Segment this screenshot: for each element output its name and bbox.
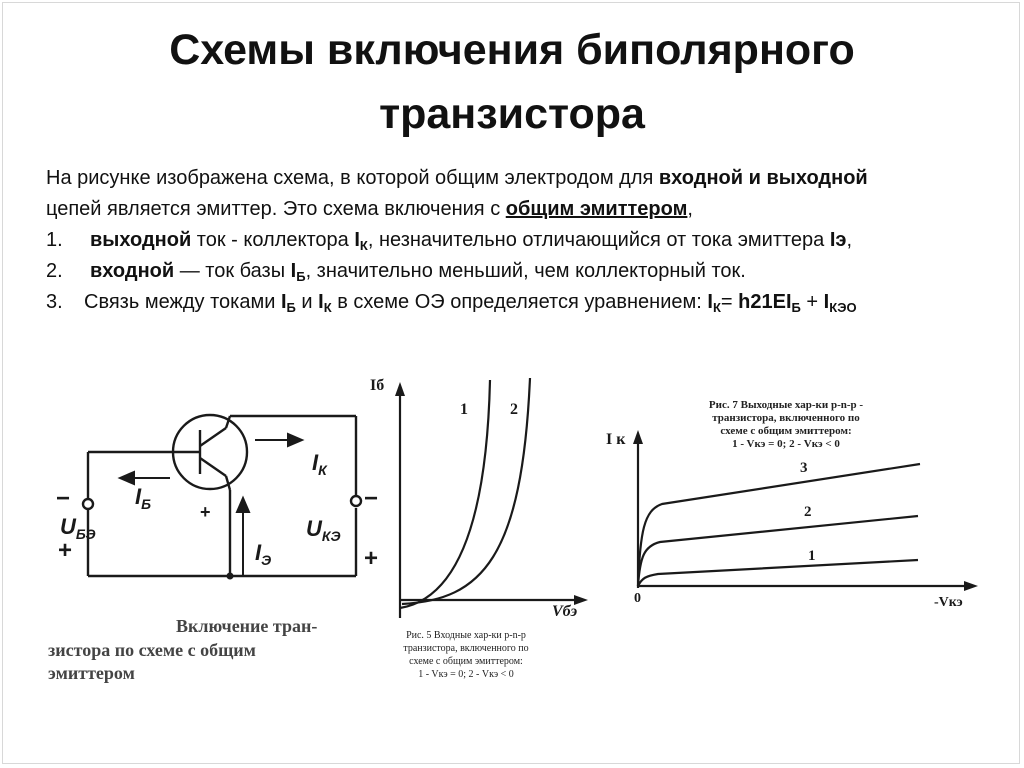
list-text: в схеме ОЭ определяется уравнением: <box>331 291 708 313</box>
input-x-label: Vбэ <box>552 603 578 620</box>
output-characteristics-chart <box>598 392 988 620</box>
output-caption-3: схеме с общим эмиттером: <box>720 425 852 437</box>
input-caption-4: 1 - Vкэ = 0; 2 - Vкэ < 0 <box>418 669 514 680</box>
list-item-3 <box>46 287 1006 318</box>
output-curve-2 <box>638 516 918 586</box>
circuit-caption-3: эмиттером <box>48 663 135 683</box>
intro-line-2 <box>46 194 1006 225</box>
list-text: , незначительно отличающийся от тока эмиттера <box>367 229 830 251</box>
list-bold: выходной <box>90 229 192 251</box>
list-text: ток - коллектора <box>191 229 355 251</box>
symbol-ib: $I_Б$ <box>280 291 296 315</box>
input-curve-1-label: 1 <box>460 401 468 418</box>
title-line-1: Схемы включения биполярного <box>169 26 855 74</box>
common-emitter-term: общим эмиттером <box>505 198 688 220</box>
list-number: 2. <box>46 260 63 282</box>
input-y-label: Iб <box>370 377 385 394</box>
input-caption-2: транзистора, включенного по <box>403 643 529 654</box>
intro-text: На рисунке изображена схема, в которой общим электродом для <box>46 167 659 189</box>
body-text <box>46 163 1006 318</box>
minus-left: − <box>56 485 71 512</box>
output-caption-1: Рис. 7 Выходные хар-ки р-n-р - <box>708 399 864 411</box>
symbol-ib: $I_Б$ <box>290 260 306 284</box>
list-text: + <box>800 291 824 313</box>
intro-bold: входной и выходной <box>658 167 868 189</box>
label-uke: $U_{КЭ}$ <box>306 516 341 544</box>
title-line-2: транзистора <box>379 90 645 138</box>
input-caption-1: Рис. 5 Входные хар-ки р-n-р <box>406 630 526 641</box>
label-ik: $I_К$ <box>312 450 327 478</box>
output-curve-3-label: 3 <box>800 460 808 476</box>
output-x-label: -Vкэ <box>934 595 963 610</box>
symbol-ik: $I_К$ <box>707 291 721 315</box>
output-curve-1 <box>638 560 918 586</box>
input-caption-3: схеме с общим эмиттером: <box>409 656 523 667</box>
input-characteristics-chart <box>362 368 594 690</box>
circuit-diagram <box>40 400 380 700</box>
plus-emitter: + <box>200 502 211 522</box>
intro-comma: , <box>687 198 693 220</box>
plus-right: + <box>364 545 379 572</box>
symbol-ik: $I_К$ <box>318 291 332 315</box>
output-caption-4: 1 - Vкэ = 0; 2 - Vкэ < 0 <box>732 438 840 450</box>
output-origin-label: 0 <box>634 591 641 606</box>
input-curve-1 <box>400 380 490 608</box>
input-curve-2-label: 2 <box>510 401 518 418</box>
symbol-ik: $I_К$ <box>354 229 368 253</box>
list-text: — ток базы <box>174 260 291 282</box>
output-curve-2-label: 2 <box>804 504 812 520</box>
label-ube: $U_{БЭ}$ <box>60 514 96 542</box>
list-item-1 <box>46 225 1006 256</box>
output-caption-2: транзистора, включенного по <box>712 412 860 424</box>
list-text: , <box>846 229 853 251</box>
label-ib: $I_Б$ <box>135 484 152 512</box>
plus-left: + <box>58 537 73 564</box>
output-y-label: I к <box>606 431 626 448</box>
list-number: 3. <box>46 291 63 313</box>
minus-right: − <box>364 485 379 512</box>
list-text: Связь между токами <box>84 291 281 313</box>
circuit-caption-2: зистора по схеме с общим <box>48 640 256 660</box>
output-curve-1-label: 1 <box>808 548 816 564</box>
intro-text-2: цепей является эмиттер. Это схема включения с <box>46 198 506 220</box>
ground-node <box>227 573 234 580</box>
symbol-ie: Iэ <box>829 229 847 251</box>
intro-line-1 <box>46 163 1006 194</box>
list-bold: входной <box>90 260 175 282</box>
symbol-ikeo: $I_{КЭО}$ <box>823 291 857 315</box>
list-number: 1. <box>46 229 63 251</box>
list-text: = <box>720 291 739 313</box>
list-text: , значительно меньший, чем коллекторный ток. <box>305 260 746 282</box>
circuit-caption-1: Включение тран- <box>176 616 318 636</box>
page-title <box>0 18 1024 146</box>
list-text: и <box>295 291 319 313</box>
label-ie: $I_Э$ <box>255 540 272 568</box>
list-item-2 <box>46 256 1006 287</box>
symbol-h21: $h21EI_Б$ <box>738 291 801 315</box>
